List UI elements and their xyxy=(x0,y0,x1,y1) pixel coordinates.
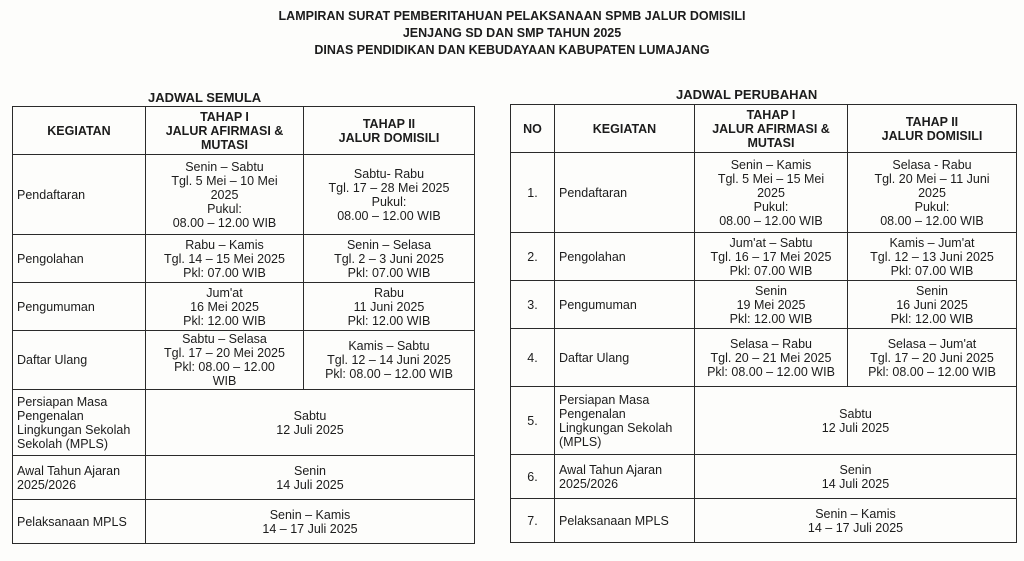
tahap-1-schedule-line: Senin – Sabtu xyxy=(185,159,264,174)
merged-schedule-line: 14 – 17 Juli 2025 xyxy=(807,520,904,535)
tahap-1-schedule-line: Pukul: xyxy=(207,201,242,216)
tahap-2-schedule-line: Pkl: 07.00 WIB xyxy=(890,263,974,278)
table-row xyxy=(13,331,475,390)
col-header-tahap-1-line: JALUR AFIRMASI & xyxy=(165,123,284,138)
table-row xyxy=(13,456,475,500)
merged-schedule-line: 14 – 17 Juli 2025 xyxy=(262,521,358,536)
tahap-2-schedule-line: Tgl. 2 – 3 Juni 2025 xyxy=(334,251,444,266)
header-line-3: DINAS PENDIDIKAN DAN KEBUDAYAAN KABUPATEN LUMAJANG xyxy=(314,43,710,57)
tahap-1-schedule xyxy=(695,233,848,281)
tahap-2-schedule-line: 16 Juni 2025 xyxy=(896,297,968,312)
col-header-tahap-2 xyxy=(848,105,1017,153)
tahap-2-schedule-line: Kamis – Jum'at xyxy=(889,235,975,250)
tahap-2-schedule-line: Pkl: 12.00 WIB xyxy=(890,311,974,326)
merged-schedule xyxy=(146,456,475,500)
tahap-1-schedule-line: Pkl: 08.00 – 12.00 WIB xyxy=(707,364,835,379)
col-header-tahap-1-line: TAHAP I xyxy=(200,109,249,124)
tahap-2-schedule-line: 11 Juni 2025 xyxy=(353,299,425,314)
tahap-1-schedule-line: Sabtu – Selasa xyxy=(182,332,267,346)
activity-name xyxy=(555,455,695,499)
tahap-1-schedule-line: Tgl. 16 – 17 Mei 2025 xyxy=(710,249,832,264)
activity-name: Pendaftaran xyxy=(13,155,146,235)
tahap-2-schedule xyxy=(848,233,1017,281)
row-number: 3. xyxy=(511,281,555,329)
col-header-tahap-2-line: TAHAP II xyxy=(905,114,959,129)
tahap-2-schedule-line: Sabtu- Rabu xyxy=(353,166,425,181)
col-header-kegiatan: KEGIATAN xyxy=(13,107,146,155)
tahap-2-schedule xyxy=(304,155,475,235)
row-number: 2. xyxy=(511,233,555,281)
activity-name-line: Persiapan Masa xyxy=(559,392,650,407)
tahap-2-schedule-line: Pkl: 08.00 – 12.00 WIB xyxy=(325,367,453,381)
tahap-2-schedule-line: 08.00 – 12.00 WIB xyxy=(880,213,984,228)
col-header-tahap-2-line: JALUR DOMISILI xyxy=(338,130,440,145)
tahap-1-schedule-line: 2025 xyxy=(210,187,239,202)
tahap-1-schedule xyxy=(146,283,304,331)
row-number: 6. xyxy=(511,455,555,499)
activity-name-line: 2025/2026 xyxy=(17,477,77,492)
row-number: 5. xyxy=(511,387,555,455)
tahap-1-schedule xyxy=(146,331,304,390)
tahap-2-schedule-line: Pkl: 07.00 WIB xyxy=(347,265,431,280)
tahap-1-schedule-line: Selasa – Rabu xyxy=(729,336,812,351)
tahap-2-schedule xyxy=(848,281,1017,329)
merged-schedule-line: Sabtu xyxy=(293,408,327,423)
col-header-kegiatan: KEGIATAN xyxy=(555,105,695,153)
merged-schedule-line: 14 Juli 2025 xyxy=(276,477,344,492)
tahap-1-schedule-line: Jum'at xyxy=(206,285,243,300)
table-row xyxy=(511,281,1017,329)
tahap-1-schedule xyxy=(146,235,304,283)
right-table-caption: JADWAL PERUBAHAN xyxy=(676,87,818,102)
tahap-2-schedule-line: 2025 xyxy=(918,185,946,200)
tahap-2-schedule-line: Tgl. 17 – 20 Juni 2025 xyxy=(870,350,994,365)
activity-name: Daftar Ulang xyxy=(13,331,146,390)
header-line-2: JENJANG SD DAN SMP TAHUN 2025 xyxy=(402,26,622,40)
tahap-1-schedule-line: 16 Mei 2025 xyxy=(190,299,259,314)
tahap-2-schedule-line: Tgl. 12 – 14 Juni 2025 xyxy=(327,353,451,367)
row-number: 1. xyxy=(511,153,555,233)
activity-name: Pengumuman xyxy=(13,283,146,331)
merged-schedule xyxy=(695,387,1017,455)
tahap-2-schedule xyxy=(304,331,475,390)
tahap-2-schedule-line: Tgl. 20 Mei – 11 Juni xyxy=(874,171,990,186)
col-header-tahap-2-line: JALUR DOMISILI xyxy=(881,128,983,143)
tahap-2-schedule-line: Pukul: xyxy=(914,199,950,214)
tahap-1-schedule-line: Pkl: 12.00 WIB xyxy=(729,311,813,326)
col-header-tahap-2-line: TAHAP II xyxy=(362,116,416,131)
merged-schedule-line: 12 Juli 2025 xyxy=(821,420,890,435)
tahap-1-schedule-line: Tgl. 20 – 21 Mei 2025 xyxy=(710,350,832,365)
tahap-2-schedule-line: Rabu xyxy=(374,285,404,300)
tahap-1-schedule xyxy=(146,155,304,235)
tahap-1-schedule-line: Senin xyxy=(755,283,787,298)
tahap-2-schedule-line: Pkl: 08.00 – 12.00 WIB xyxy=(868,364,996,379)
header-line-1: LAMPIRAN SURAT PEMBERITAHUAN PELAKSANAAN SPMB JALUR DOMISILI xyxy=(278,9,746,23)
merged-schedule xyxy=(146,390,475,456)
col-header-tahap-1 xyxy=(695,105,848,153)
col-header-tahap-1 xyxy=(146,107,304,155)
merged-schedule xyxy=(695,499,1017,543)
tahap-1-schedule-line: Pkl: 07.00 WIB xyxy=(183,265,266,280)
tahap-1-schedule-line: Pukul: xyxy=(753,199,789,214)
merged-schedule-line: Senin – Kamis xyxy=(269,507,351,522)
table-row xyxy=(511,233,1017,281)
schedule-revised-table xyxy=(510,104,1017,543)
tahap-1-schedule-line: Tgl. 5 Mei – 10 Mei xyxy=(171,173,278,188)
document-header xyxy=(0,8,1024,59)
header-row xyxy=(13,107,475,155)
tahap-2-schedule-line: Kamis – Sabtu xyxy=(348,339,430,353)
table-row xyxy=(511,387,1017,455)
tahap-1-schedule-line: Tgl. 17 – 20 Mei 2025 xyxy=(164,346,285,360)
activity-name-line: Awal Tahun Ajaran xyxy=(559,462,663,477)
merged-schedule xyxy=(695,455,1017,499)
tahap-1-schedule xyxy=(695,281,848,329)
col-header-no: NO xyxy=(511,105,555,153)
activity-name-line: (MPLS) xyxy=(559,434,602,449)
tahap-1-schedule-line: 08.00 – 12.00 WIB xyxy=(172,215,277,230)
row-number: 7. xyxy=(511,499,555,543)
tahap-2-schedule-line: Pukul: xyxy=(371,194,407,209)
table-row xyxy=(13,500,475,544)
activity-name-line: Persiapan Masa xyxy=(17,394,108,409)
activity-name-line: 2025/2026 xyxy=(559,476,619,491)
col-header-tahap-1-line: MUTASI xyxy=(747,135,795,150)
tahap-2-schedule-line: Senin xyxy=(916,283,948,298)
tahap-2-schedule-line: Selasa - Rabu xyxy=(892,157,972,172)
merged-schedule-line: Senin xyxy=(294,463,326,478)
tahap-1-schedule-line: 19 Mei 2025 xyxy=(736,297,806,312)
col-header-tahap-1-line: MUTASI xyxy=(201,137,248,152)
tahap-2-schedule xyxy=(848,329,1017,387)
col-header-tahap-1-line: JALUR AFIRMASI & xyxy=(712,121,830,136)
activity-name-line: Pengenalan xyxy=(559,406,626,421)
activity-name-line: Lingkungan Sekolah xyxy=(559,420,673,435)
tahap-2-schedule xyxy=(304,235,475,283)
tahap-1-schedule-line: Pkl: 08.00 – 12.00 xyxy=(174,360,275,374)
left-table-caption: JADWAL SEMULA xyxy=(148,90,262,105)
activity-name xyxy=(13,456,146,500)
merged-schedule xyxy=(146,500,475,544)
table-row xyxy=(511,455,1017,499)
activity-name xyxy=(555,387,695,455)
activity-name xyxy=(13,390,146,456)
merged-schedule-line: Sabtu xyxy=(839,406,872,421)
col-header-tahap-1-line: TAHAP I xyxy=(746,107,796,122)
tahap-1-schedule-line: Tgl. 14 – 15 Mei 2025 xyxy=(164,251,285,266)
schedule-original-table xyxy=(12,106,475,544)
table-row xyxy=(13,155,475,235)
activity-name: Pengolahan xyxy=(555,233,695,281)
activity-name: Pelaksanaan MPLS xyxy=(13,500,146,544)
tahap-1-schedule-line: WIB xyxy=(212,374,237,388)
tahap-1-schedule-line: Rabu – Kamis xyxy=(185,237,264,252)
activity-name: Pelaksanaan MPLS xyxy=(555,499,695,543)
table-row xyxy=(13,390,475,456)
table-row xyxy=(511,499,1017,543)
merged-schedule-line: 14 Juli 2025 xyxy=(821,476,890,491)
merged-schedule-line: Senin xyxy=(839,462,872,477)
activity-name: Daftar Ulang xyxy=(555,329,695,387)
tahap-1-schedule-line: Tgl. 5 Mei – 15 Mei xyxy=(717,171,825,186)
row-number: 4. xyxy=(511,329,555,387)
tahap-1-schedule-line: Pkl: 12.00 WIB xyxy=(183,313,266,328)
tahap-2-schedule-line: Tgl. 12 – 13 Juni 2025 xyxy=(870,249,994,264)
tahap-2-schedule-line: Senin – Selasa xyxy=(346,237,432,252)
tahap-2-schedule xyxy=(304,283,475,331)
tahap-2-schedule xyxy=(848,153,1017,233)
activity-name-line: Lingkungan Sekolah xyxy=(17,422,131,437)
tahap-2-schedule-line: Pkl: 12.00 WIB xyxy=(347,313,431,328)
activity-name-line: Sekolah (MPLS) xyxy=(17,436,109,451)
tahap-1-schedule xyxy=(695,329,848,387)
tahap-1-schedule-line: 2025 xyxy=(757,185,785,200)
activity-name-line: Awal Tahun Ajaran xyxy=(17,463,121,478)
header-row xyxy=(511,105,1017,153)
table-row xyxy=(511,153,1017,233)
activity-name: Pengolahan xyxy=(13,235,146,283)
merged-schedule-line: Senin – Kamis xyxy=(815,506,896,521)
activity-name: Pendaftaran xyxy=(555,153,695,233)
activity-name-line: Pengenalan xyxy=(17,408,84,423)
table-row xyxy=(13,235,475,283)
tahap-1-schedule xyxy=(695,153,848,233)
table-row xyxy=(511,329,1017,387)
tahap-1-schedule-line: Pkl: 07.00 WIB xyxy=(729,263,813,278)
tahap-1-schedule-line: Senin – Kamis xyxy=(730,157,812,172)
col-header-tahap-2 xyxy=(304,107,475,155)
tahap-2-schedule-line: 08.00 – 12.00 WIB xyxy=(337,208,441,223)
activity-name: Pengumuman xyxy=(555,281,695,329)
table-row xyxy=(13,283,475,331)
tahap-2-schedule-line: Tgl. 17 – 28 Mei 2025 xyxy=(328,180,450,195)
tahap-1-schedule-line: 08.00 – 12.00 WIB xyxy=(719,213,823,228)
merged-schedule-line: 12 Juli 2025 xyxy=(276,422,344,437)
tahap-1-schedule-line: Jum'at – Sabtu xyxy=(729,235,813,250)
tahap-2-schedule-line: Selasa – Jum'at xyxy=(887,336,977,351)
